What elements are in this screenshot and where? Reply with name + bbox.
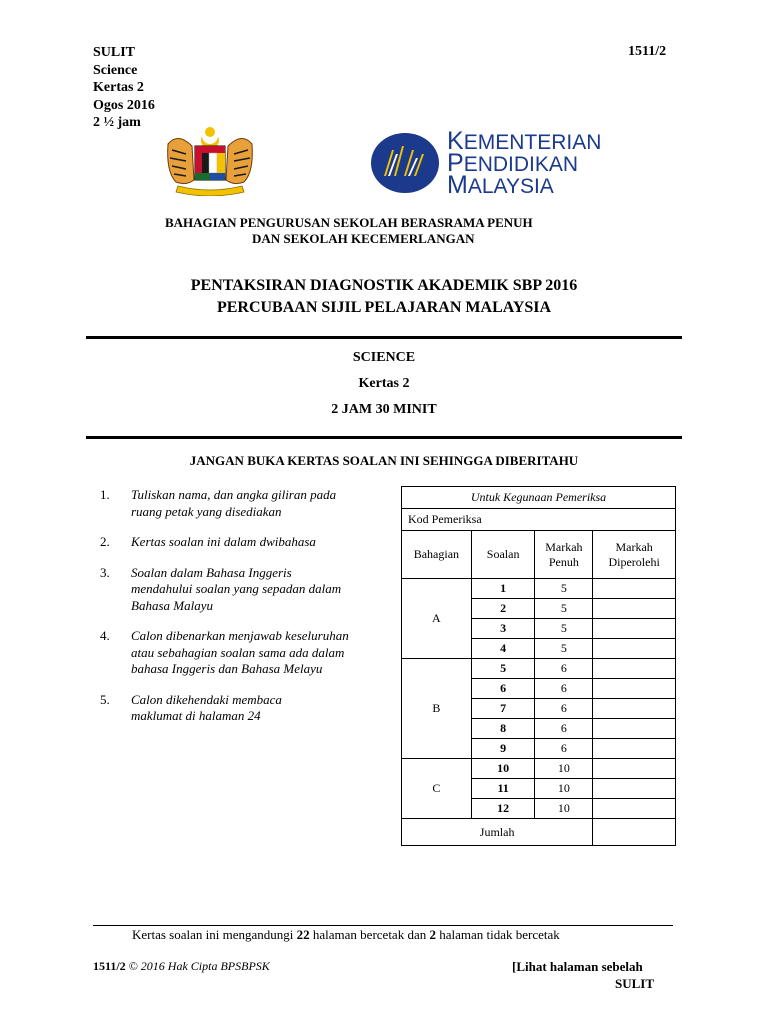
question-number: 3 xyxy=(471,619,535,639)
header-markah-penuh: Markah Penuh xyxy=(535,531,593,579)
exam-title-2: PERCUBAAN SIJIL PELAJARAN MALAYSIA xyxy=(216,299,552,316)
table-title: Untuk Kegunaan Pemeriksa xyxy=(402,487,676,509)
footer-divider xyxy=(93,925,673,926)
full-mark: 10 xyxy=(535,799,593,819)
section-label: B xyxy=(402,659,472,759)
header-line: SULIT xyxy=(93,45,136,60)
mark-obtained-cell[interactable] xyxy=(593,639,676,659)
page-count-note: Kertas soalan ini mengandungi 22 halaman bercetak dan 2 halaman tidak bercetak xyxy=(132,927,560,942)
question-number: 12 xyxy=(471,799,535,819)
full-mark: 5 xyxy=(535,619,593,639)
copyright-line: 1511/2 © 2016 Hak Cipta BPSBPSK xyxy=(93,959,270,973)
kementerian-wordmark xyxy=(447,127,602,199)
total-label: Jumlah xyxy=(402,819,593,846)
wordmark-line: MALAYSIA xyxy=(447,171,554,199)
total-mark-cell[interactable] xyxy=(593,819,676,846)
full-mark: 10 xyxy=(535,759,593,779)
coat-of-arms-logo xyxy=(160,126,260,196)
mark-obtained-cell[interactable] xyxy=(593,739,676,759)
mark-obtained-cell[interactable] xyxy=(593,759,676,779)
question-number: 7 xyxy=(471,699,535,719)
header-line: Ogos 2016 xyxy=(93,97,155,113)
question-number: 2 xyxy=(471,599,535,619)
header-line: 2 ½ jam xyxy=(93,115,141,130)
mark-obtained-cell[interactable] xyxy=(593,619,676,639)
kod-pemeriksa: Kod Pemeriksa xyxy=(402,509,676,531)
full-mark: 6 xyxy=(535,739,593,759)
instruction-item: 3. Soalan dalam Bahasa Inggeris mendahului soalan yang sepadan dalam Bahasa Malayu xyxy=(100,564,342,613)
kementerian-emblem-logo xyxy=(370,132,440,194)
table-row xyxy=(402,759,676,779)
header-info xyxy=(93,44,155,132)
mark-obtained-cell[interactable] xyxy=(593,659,676,679)
exam-title-1: PENTAKSIRAN DIAGNOSTIK AKADEMIK SBP 2016 xyxy=(190,277,578,294)
paper-number: Kertas 2 xyxy=(358,376,410,391)
duration: 2 JAM 30 MINIT xyxy=(331,402,437,417)
table-row xyxy=(402,659,676,679)
instructions-list xyxy=(100,487,390,739)
full-mark: 6 xyxy=(535,719,593,739)
instruction-item: 2. Kertas soalan ini dalam dwibahasa xyxy=(100,534,316,549)
instruction-item: 5. Calon dikehendaki membaca maklumat di halaman 24 xyxy=(100,691,282,723)
examiner-table xyxy=(401,486,676,846)
question-number: 5 xyxy=(471,659,535,679)
sulit-footer: SULIT xyxy=(615,976,655,991)
mark-obtained-cell[interactable] xyxy=(593,679,676,699)
department-line-2: DAN SEKOLAH KECEMERLANGAN xyxy=(252,231,475,246)
full-mark: 5 xyxy=(535,639,593,659)
paper-code: 1511/2 xyxy=(628,44,667,59)
mark-obtained-cell[interactable] xyxy=(593,779,676,799)
department-line-1: BAHAGIAN PENGURUSAN SEKOLAH BERASRAMA PENUH xyxy=(165,215,533,230)
mark-obtained-cell[interactable] xyxy=(593,799,676,819)
section-label: A xyxy=(402,579,472,659)
instruction-item: 1. Tuliskan nama, dan angka giliran pada ruang petak yang disediakan xyxy=(100,487,337,519)
mark-obtained-cell[interactable] xyxy=(593,599,676,619)
question-number: 1 xyxy=(471,579,535,599)
warning-text: JANGAN BUKA KERTAS SOALAN INI SEHINGGA DIBERITAHU xyxy=(189,453,579,468)
divider xyxy=(86,336,682,339)
section-label: C xyxy=(402,759,472,819)
header-bahagian: Bahagian xyxy=(402,531,472,579)
question-number: 9 xyxy=(471,739,535,759)
wordmark-line: KEMENTERIAN xyxy=(447,127,602,155)
full-mark: 6 xyxy=(535,679,593,699)
mark-obtained-cell[interactable] xyxy=(593,699,676,719)
full-mark: 10 xyxy=(535,779,593,799)
question-number: 11 xyxy=(471,779,535,799)
subject: SCIENCE xyxy=(352,350,416,365)
next-page-note: [Lihat halaman sebelah xyxy=(512,959,643,974)
header-soalan: Soalan xyxy=(471,531,535,579)
full-mark: 5 xyxy=(535,599,593,619)
full-mark: 6 xyxy=(535,659,593,679)
header-markah-diperolehi: Markah Diperolehi xyxy=(593,531,676,579)
table-row xyxy=(402,579,676,599)
mark-obtained-cell[interactable] xyxy=(593,719,676,739)
wordmark-line: PENDIDIKAN xyxy=(447,149,579,177)
mark-obtained-cell[interactable] xyxy=(593,579,676,599)
divider xyxy=(86,436,682,439)
question-number: 4 xyxy=(471,639,535,659)
instruction-item: 4. Calon dibenarkan menjawab keseluruhan atau sebahagian soalan sama ada dalam bahasa Inggeris dan Bahasa Melayu xyxy=(100,628,349,676)
question-number: 10 xyxy=(471,759,535,779)
header-line: Science xyxy=(93,62,138,78)
question-number: 8 xyxy=(471,719,535,739)
full-mark: 6 xyxy=(535,699,593,719)
full-mark: 5 xyxy=(535,579,593,599)
question-number: 6 xyxy=(471,679,535,699)
header-line: Kertas 2 xyxy=(93,80,144,95)
